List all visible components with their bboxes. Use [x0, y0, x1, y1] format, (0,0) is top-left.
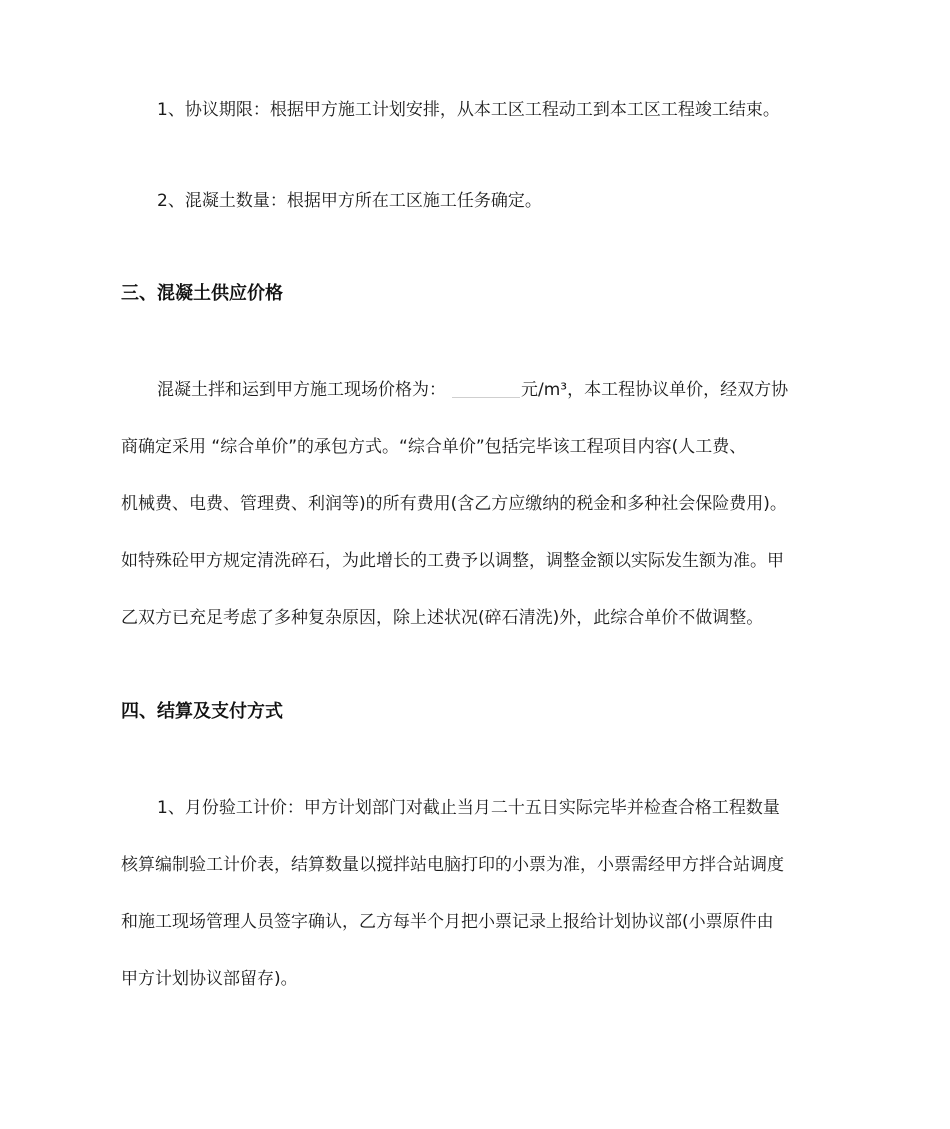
- price-blank-field: [452, 381, 520, 398]
- section-4-heading: 四、结算及支付方式: [121, 701, 283, 722]
- clause-concrete-quantity: 2、混凝土数量：根据甲方所在工区施工任务确定。: [157, 191, 542, 211]
- price-text-after-blank: 元/m³，本工程协议单价，经双方协: [521, 380, 789, 400]
- section-3-heading: 三、混凝土供应价格: [121, 283, 283, 304]
- settlement-paragraph-line-1: 1、月份验工计价：甲方计划部门对截止当月二十五日实际完毕并检查合格工程数量: [157, 798, 780, 818]
- price-paragraph-line-4: 如特殊砼甲方规定清洗碎石，为此增长的工费予以调整，调整金额以实际发生额为准。甲: [121, 551, 784, 571]
- price-paragraph-line-5: 乙双方已充足考虑了多种复杂原因，除上述状况(碎石清洗)外，此综合单价不做调整。: [121, 608, 764, 628]
- settlement-paragraph-line-3: 和施工现场管理人员签字确认，乙方每半个月把小票记录上报给计划协议部(小票原件由: [121, 912, 774, 932]
- price-paragraph-line-2: 商确定采用 “综合单价”的承包方式。“综合单价”包括完毕该工程项目内容(人工费、: [121, 437, 747, 457]
- settlement-paragraph-line-4: 甲方计划协议部留存)。: [121, 969, 298, 989]
- price-text-before-blank: 混凝土拌和运到甲方施工现场价格为：: [157, 380, 446, 400]
- price-paragraph-line-3: 机械费、电费、管理费、利润等)的所有费用(含乙方应缴纳的税金和多种社会保险费用)。: [121, 494, 787, 514]
- price-paragraph-line-1: [157, 378, 833, 402]
- clause-agreement-term: 1、协议期限：根据甲方施工计划安排，从本工区工程动工到本工区工程竣工结束。: [157, 100, 780, 120]
- settlement-paragraph-line-2: 核算编制验工计价表，结算数量以搅拌站电脑打印的小票为准，小票需经甲方拌合站调度: [121, 855, 784, 875]
